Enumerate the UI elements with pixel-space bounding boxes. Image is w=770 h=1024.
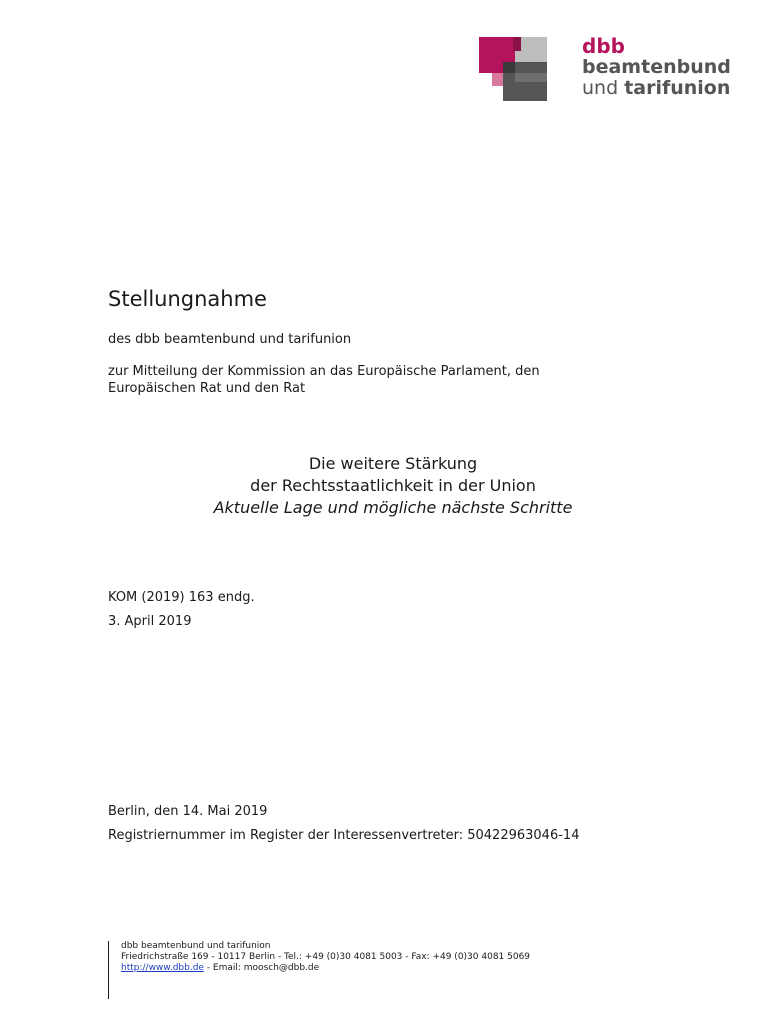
reference-number: KOM (2019) 163 endg. (108, 590, 255, 605)
document-subtitle: des dbb beamtenbund und tarifunion (108, 332, 352, 347)
document-intro: zur Mitteilung der Kommission an das Europäische Parlament, den Europäischen Rat und den Rat (108, 364, 540, 396)
logo-text (582, 36, 731, 99)
website-link[interactable]: http://www.dbb.de (121, 963, 204, 973)
logo-line-tarifunion (582, 78, 731, 99)
logo-line-beamtenbund: beamtenbund (582, 56, 731, 78)
document-heading (108, 453, 678, 519)
place-date-block (108, 800, 579, 848)
place-date: Berlin, den 14. Mai 2019 (108, 804, 268, 819)
heading-line-2: der Rechtsstaatlichkeit in der Union (250, 476, 536, 495)
reference-date: 3. April 2019 (108, 614, 192, 629)
heading-line-1: Die weitere Stärkung (308, 454, 478, 473)
logo-und: und (582, 77, 625, 99)
reference-block (108, 586, 255, 634)
footer-org: dbb beamtenbund und tarifunion (121, 941, 271, 951)
document-title: Stellungnahme (108, 287, 267, 311)
footer-email: - Email: moosch@dbb.de (203, 963, 320, 973)
registry-number: Registriernummer im Register der Interessenvertreter: 50422963046-14 (108, 828, 580, 843)
footer-address: Friedrichstraße 169 - 10117 Berlin - Tel.: +49 (0)30 4081 5003 - Fax: +49 (0)30 4081 5069 (121, 952, 531, 962)
footer-contact (121, 963, 530, 974)
footer (108, 941, 530, 999)
heading-line-3: Aktuelle Lage und mögliche nächste Schritte (213, 498, 573, 517)
logo-line-dbb: dbb (582, 34, 625, 58)
logo-tarifunion: tarifunion (624, 77, 731, 99)
logo-mark (479, 37, 547, 101)
